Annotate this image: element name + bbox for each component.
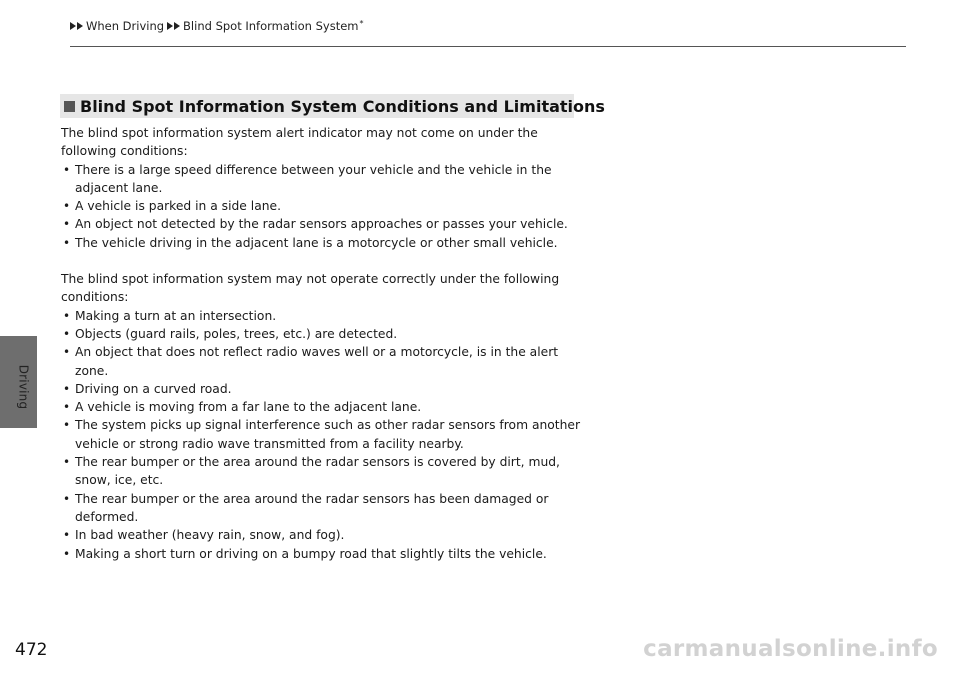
list-item: • Making a short turn or driving on a bumpy road that slightly tilts the vehicle. [61, 545, 581, 563]
list-item: • A vehicle is parked in a side lane. [61, 197, 581, 215]
page-number: 472 [15, 640, 48, 660]
section-title: Blind Spot Information System Conditions and Limitations [80, 96, 605, 116]
chapter-tab-text: Driving [16, 364, 31, 410]
list-item: • A vehicle is moving from a far lane to the adjacent lane. [61, 398, 581, 416]
list-item: • The system picks up signal interference such as other radar sensors from another vehicle or strong radio wave transmitted from a facility nearby. [61, 416, 581, 453]
breadcrumb-arrow-icon [174, 22, 180, 30]
list-item: • An object not detected by the radar sensors approaches or passes your vehicle. [61, 215, 581, 233]
list-item: • In bad weather (heavy rain, snow, and fog). [61, 526, 581, 544]
list-item: • The rear bumper or the area around the radar sensors is covered by dirt, mud, snow, ice, etc. [61, 453, 581, 490]
breadcrumb-arrow-icon [77, 22, 83, 30]
list-item: • The vehicle driving in the adjacent lane is a motorcycle or other small vehicle. [61, 234, 581, 252]
block2-list [61, 307, 581, 563]
square-bullet-icon [64, 101, 75, 112]
option-marker: * [359, 18, 364, 28]
list-item: • There is a large speed difference between your vehicle and the vehicle in the adjacent lane. [61, 161, 581, 198]
header-divider [70, 46, 906, 47]
block1-list [61, 161, 581, 252]
chapter-tab-label [3, 348, 43, 426]
section-header [60, 94, 605, 118]
block1-intro: The blind spot information system alert indicator may not come on under the following conditions: [61, 126, 538, 159]
body-content [61, 124, 581, 563]
breadcrumb-arrow-icon [167, 22, 173, 30]
breadcrumb-item-blind-spot[interactable]: Blind Spot Information System [183, 19, 359, 33]
breadcrumb-arrow-icon [70, 22, 76, 30]
list-item: • Driving on a curved road. [61, 380, 581, 398]
breadcrumb-item-when-driving[interactable]: When Driving [86, 19, 165, 33]
list-item: • Objects (guard rails, poles, trees, etc.) are detected. [61, 325, 581, 343]
breadcrumb [70, 19, 363, 33]
watermark-text: carmanualsonline.info [643, 636, 938, 662]
block2-intro: The blind spot information system may not operate correctly under the following conditions: [61, 272, 560, 305]
list-item: • Making a turn at an intersection. [61, 307, 581, 325]
list-item: • An object that does not reflect radio waves well or a motorcycle, is in the alert zone. [61, 343, 581, 380]
list-item: • The rear bumper or the area around the radar sensors has been damaged or deformed. [61, 490, 581, 527]
